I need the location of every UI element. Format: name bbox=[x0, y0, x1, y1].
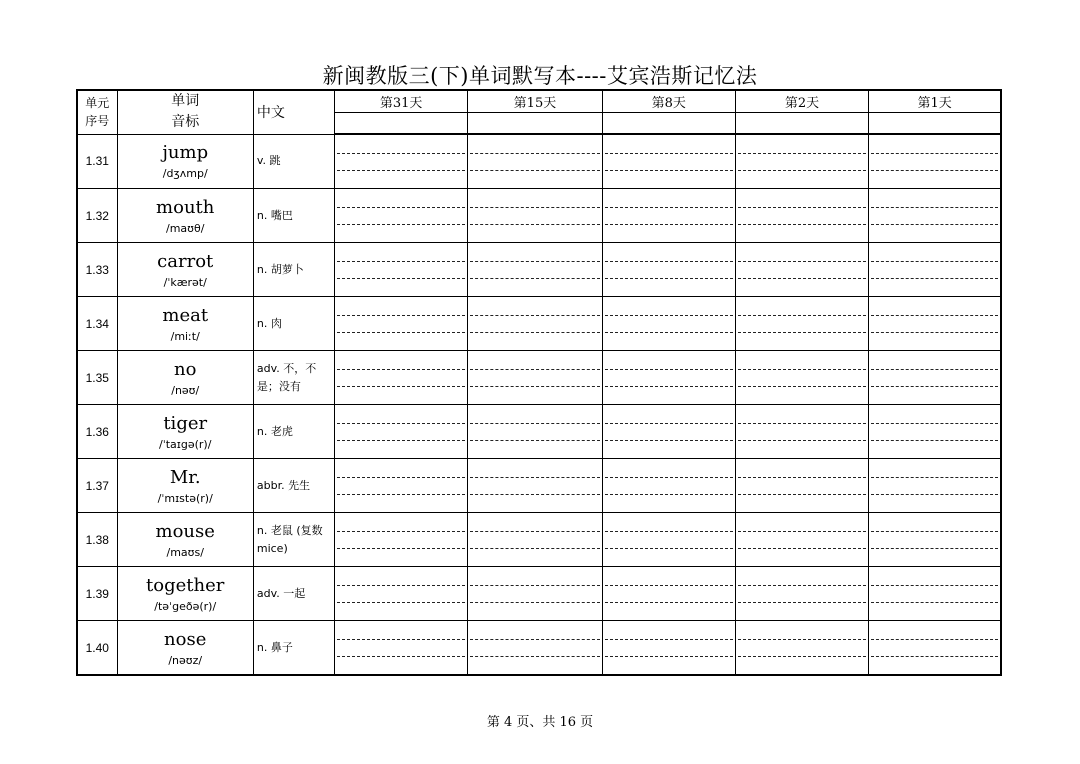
practice-cell[interactable] bbox=[602, 243, 735, 297]
unit-header-line-2: 序号 bbox=[85, 114, 110, 129]
writing-line bbox=[738, 332, 866, 333]
writing-line bbox=[871, 494, 998, 495]
practice-cell[interactable] bbox=[735, 621, 868, 676]
word-cell bbox=[117, 134, 253, 189]
writing-line bbox=[738, 153, 866, 154]
word-cell bbox=[117, 459, 253, 513]
day-header-1: 第1天 bbox=[869, 90, 1001, 113]
chinese-meaning: v. 跳 bbox=[253, 134, 334, 189]
day-subheader bbox=[869, 113, 1001, 135]
phonetic: /dʒʌmp/ bbox=[162, 167, 208, 181]
writing-line bbox=[337, 332, 465, 333]
writing-line bbox=[605, 548, 733, 549]
writing-line bbox=[871, 315, 998, 316]
phonetic: /ˈtaɪgə(r)/ bbox=[159, 437, 212, 451]
chinese-meaning: abbr. 先生 bbox=[253, 459, 334, 513]
writing-line bbox=[470, 207, 599, 208]
writing-line bbox=[871, 477, 998, 478]
unit-number: 1.37 bbox=[77, 459, 117, 513]
practice-cell[interactable] bbox=[468, 189, 602, 243]
writing-line bbox=[738, 639, 866, 640]
writing-line bbox=[337, 494, 465, 495]
english-word: meat bbox=[162, 304, 209, 326]
writing-line bbox=[605, 207, 733, 208]
practice-cell[interactable] bbox=[869, 513, 1001, 567]
table-row bbox=[77, 567, 1001, 621]
writing-line bbox=[738, 477, 866, 478]
chinese-meaning: n. 老虎 bbox=[253, 405, 334, 459]
writing-line bbox=[871, 386, 998, 387]
unit-number: 1.33 bbox=[77, 243, 117, 297]
writing-line bbox=[871, 332, 998, 333]
writing-line bbox=[337, 585, 465, 586]
practice-cell[interactable] bbox=[468, 567, 602, 621]
practice-cell[interactable] bbox=[735, 297, 868, 351]
english-word: mouth bbox=[156, 196, 215, 218]
writing-line bbox=[470, 261, 599, 262]
writing-line bbox=[337, 207, 465, 208]
practice-cell[interactable] bbox=[735, 243, 868, 297]
writing-line bbox=[337, 477, 465, 478]
writing-line bbox=[738, 386, 866, 387]
word-header-line-1: 单词 bbox=[171, 93, 200, 110]
practice-cell[interactable] bbox=[869, 243, 1001, 297]
practice-cell[interactable] bbox=[468, 405, 602, 459]
writing-line bbox=[470, 585, 599, 586]
writing-line bbox=[738, 224, 866, 225]
writing-line bbox=[337, 423, 465, 424]
practice-cell[interactable] bbox=[468, 297, 602, 351]
writing-line bbox=[605, 153, 733, 154]
unit-number: 1.40 bbox=[77, 621, 117, 676]
practice-cell[interactable] bbox=[468, 134, 602, 189]
practice-cell[interactable] bbox=[735, 134, 868, 189]
practice-cell[interactable] bbox=[869, 297, 1001, 351]
writing-line bbox=[738, 548, 866, 549]
table-row bbox=[77, 243, 1001, 297]
writing-line bbox=[337, 386, 465, 387]
word-cell bbox=[117, 297, 253, 351]
writing-line bbox=[337, 531, 465, 532]
word-cell bbox=[117, 351, 253, 405]
phonetic: /maʊs/ bbox=[166, 545, 204, 559]
practice-cell[interactable] bbox=[335, 567, 468, 621]
chinese-meaning: n. 嘴巴 bbox=[253, 189, 334, 243]
practice-cell[interactable] bbox=[602, 567, 735, 621]
writing-line bbox=[470, 531, 599, 532]
writing-line bbox=[871, 261, 998, 262]
writing-line bbox=[470, 224, 599, 225]
unit-number: 1.38 bbox=[77, 513, 117, 567]
practice-cell[interactable] bbox=[735, 189, 868, 243]
writing-line bbox=[605, 315, 733, 316]
word-cell bbox=[117, 243, 253, 297]
chinese-meaning: adv. 一起 bbox=[253, 567, 334, 621]
practice-cell[interactable] bbox=[602, 513, 735, 567]
writing-line bbox=[605, 602, 733, 603]
writing-line bbox=[605, 386, 733, 387]
word-cell bbox=[117, 567, 253, 621]
word-cell bbox=[117, 513, 253, 567]
practice-cell[interactable] bbox=[335, 297, 468, 351]
unit-number: 1.39 bbox=[77, 567, 117, 621]
practice-cell[interactable] bbox=[468, 351, 602, 405]
writing-line bbox=[470, 423, 599, 424]
practice-cell[interactable] bbox=[602, 405, 735, 459]
writing-line bbox=[738, 170, 866, 171]
writing-line bbox=[871, 207, 998, 208]
writing-line bbox=[605, 585, 733, 586]
writing-line bbox=[605, 639, 733, 640]
chinese-meaning: n. 胡萝卜 bbox=[253, 243, 334, 297]
writing-line bbox=[738, 531, 866, 532]
writing-line bbox=[605, 423, 733, 424]
chinese-meaning: adv. 不，不是；没有 bbox=[253, 351, 334, 405]
word-cell bbox=[117, 621, 253, 676]
day-header-8: 第8天 bbox=[602, 90, 735, 113]
practice-cell[interactable] bbox=[468, 513, 602, 567]
writing-line bbox=[605, 531, 733, 532]
writing-line bbox=[337, 639, 465, 640]
writing-line bbox=[738, 656, 866, 657]
practice-cell[interactable] bbox=[735, 351, 868, 405]
practice-cell[interactable] bbox=[335, 243, 468, 297]
practice-cell[interactable] bbox=[335, 513, 468, 567]
writing-line bbox=[337, 440, 465, 441]
phonetic: /miːt/ bbox=[170, 329, 200, 343]
chinese-meaning: n. 鼻子 bbox=[253, 621, 334, 676]
practice-cell[interactable] bbox=[735, 459, 868, 513]
writing-line bbox=[337, 656, 465, 657]
english-word: jump bbox=[162, 142, 209, 164]
writing-line bbox=[871, 170, 998, 171]
word-cell bbox=[117, 405, 253, 459]
practice-cell[interactable] bbox=[335, 459, 468, 513]
english-word: Mr. bbox=[169, 466, 201, 488]
writing-line bbox=[605, 224, 733, 225]
writing-line bbox=[738, 278, 866, 279]
chinese-meaning: n. 老鼠 (复数 mice) bbox=[253, 513, 334, 567]
phonetic: /ˈmɪstə(r)/ bbox=[157, 491, 213, 505]
chinese-header: 中文 bbox=[253, 90, 334, 134]
day-subheader bbox=[335, 113, 468, 135]
practice-cell[interactable] bbox=[468, 621, 602, 676]
writing-line bbox=[337, 602, 465, 603]
writing-line bbox=[470, 315, 599, 316]
writing-line bbox=[871, 369, 998, 370]
writing-line bbox=[738, 207, 866, 208]
writing-line bbox=[605, 332, 733, 333]
writing-line bbox=[605, 494, 733, 495]
practice-cell[interactable] bbox=[869, 189, 1001, 243]
vocabulary-table bbox=[76, 89, 1002, 676]
day-subheader bbox=[735, 113, 868, 135]
writing-line bbox=[871, 423, 998, 424]
english-word: together bbox=[146, 574, 225, 596]
writing-line bbox=[605, 440, 733, 441]
writing-line bbox=[871, 602, 998, 603]
table-row bbox=[77, 513, 1001, 567]
practice-cell[interactable] bbox=[869, 134, 1001, 189]
writing-line bbox=[738, 602, 866, 603]
writing-line bbox=[470, 494, 599, 495]
practice-cell[interactable] bbox=[735, 513, 868, 567]
writing-line bbox=[470, 278, 599, 279]
writing-line bbox=[605, 278, 733, 279]
unit-number: 1.35 bbox=[77, 351, 117, 405]
day-header-31: 第31天 bbox=[335, 90, 468, 113]
page-title: 新闽教版三(下)单词默写本----艾宾浩斯记忆法 bbox=[322, 64, 758, 88]
unit-header bbox=[77, 90, 117, 134]
practice-cell[interactable] bbox=[602, 621, 735, 676]
english-word: no bbox=[174, 358, 197, 380]
practice-cell[interactable] bbox=[602, 134, 735, 189]
writing-line bbox=[738, 440, 866, 441]
writing-line bbox=[470, 656, 599, 657]
writing-line bbox=[470, 170, 599, 171]
practice-cell[interactable] bbox=[468, 243, 602, 297]
header-row bbox=[77, 90, 1001, 113]
writing-line bbox=[605, 369, 733, 370]
table-body bbox=[77, 90, 1001, 675]
unit-number: 1.36 bbox=[77, 405, 117, 459]
phonetic: /təˈgeðə(r)/ bbox=[154, 599, 217, 613]
word-cell bbox=[117, 189, 253, 243]
writing-line bbox=[738, 423, 866, 424]
english-word: nose bbox=[164, 628, 207, 650]
english-word: tiger bbox=[163, 412, 208, 434]
writing-line bbox=[470, 639, 599, 640]
practice-cell[interactable] bbox=[602, 459, 735, 513]
table-row bbox=[77, 189, 1001, 243]
writing-line bbox=[605, 170, 733, 171]
unit-number: 1.34 bbox=[77, 297, 117, 351]
table-row bbox=[77, 351, 1001, 405]
writing-line bbox=[871, 656, 998, 657]
practice-cell[interactable] bbox=[869, 459, 1001, 513]
writing-line bbox=[337, 369, 465, 370]
unit-number: 1.31 bbox=[77, 134, 117, 189]
practice-cell[interactable] bbox=[869, 351, 1001, 405]
practice-cell[interactable] bbox=[602, 297, 735, 351]
day-subheader bbox=[602, 113, 735, 135]
writing-line bbox=[470, 332, 599, 333]
writing-line bbox=[337, 153, 465, 154]
writing-line bbox=[470, 369, 599, 370]
practice-cell[interactable] bbox=[335, 134, 468, 189]
writing-line bbox=[738, 494, 866, 495]
writing-line bbox=[337, 170, 465, 171]
phonetic: /nəʊ/ bbox=[171, 383, 200, 397]
day-subheader bbox=[468, 113, 602, 135]
table-row bbox=[77, 405, 1001, 459]
writing-line bbox=[871, 224, 998, 225]
practice-cell[interactable] bbox=[602, 189, 735, 243]
practice-cell[interactable] bbox=[735, 567, 868, 621]
writing-line bbox=[871, 531, 998, 532]
writing-line bbox=[738, 369, 866, 370]
table-row bbox=[77, 459, 1001, 513]
word-header-line-2: 音标 bbox=[171, 114, 200, 131]
writing-line bbox=[337, 224, 465, 225]
writing-line bbox=[871, 440, 998, 441]
day-header-15: 第15天 bbox=[468, 90, 602, 113]
unit-header-line-1: 单元 bbox=[85, 96, 110, 111]
page-footer: 第 4 页、共 16 页 bbox=[486, 715, 594, 730]
practice-cell[interactable] bbox=[869, 405, 1001, 459]
day-header-2: 第2天 bbox=[735, 90, 868, 113]
writing-line bbox=[605, 261, 733, 262]
writing-line bbox=[871, 278, 998, 279]
writing-line bbox=[605, 656, 733, 657]
table-row bbox=[77, 297, 1001, 351]
practice-cell[interactable] bbox=[335, 351, 468, 405]
writing-line bbox=[738, 585, 866, 586]
writing-line bbox=[871, 153, 998, 154]
writing-line bbox=[738, 315, 866, 316]
phonetic: /maʊθ/ bbox=[166, 221, 205, 235]
practice-cell[interactable] bbox=[335, 405, 468, 459]
writing-line bbox=[337, 315, 465, 316]
practice-cell[interactable] bbox=[335, 189, 468, 243]
practice-cell[interactable] bbox=[869, 621, 1001, 676]
practice-cell[interactable] bbox=[602, 351, 735, 405]
chinese-meaning: n. 肉 bbox=[253, 297, 334, 351]
table-row bbox=[77, 134, 1001, 189]
word-header bbox=[117, 90, 253, 134]
table-row bbox=[77, 621, 1001, 676]
practice-cell[interactable] bbox=[869, 567, 1001, 621]
writing-line bbox=[871, 548, 998, 549]
phonetic: /nəʊz/ bbox=[168, 653, 203, 667]
english-word: carrot bbox=[157, 250, 214, 272]
unit-number: 1.32 bbox=[77, 189, 117, 243]
writing-line bbox=[605, 477, 733, 478]
writing-line bbox=[337, 261, 465, 262]
practice-cell[interactable] bbox=[468, 459, 602, 513]
writing-line bbox=[738, 261, 866, 262]
writing-line bbox=[871, 639, 998, 640]
english-word: mouse bbox=[155, 520, 215, 542]
writing-line bbox=[337, 548, 465, 549]
writing-line bbox=[337, 278, 465, 279]
writing-line bbox=[470, 548, 599, 549]
practice-cell[interactable] bbox=[735, 405, 868, 459]
practice-cell[interactable] bbox=[335, 621, 468, 676]
writing-line bbox=[871, 585, 998, 586]
writing-line bbox=[470, 477, 599, 478]
writing-line bbox=[470, 602, 599, 603]
writing-line bbox=[470, 386, 599, 387]
phonetic: /ˈkærət/ bbox=[163, 275, 207, 289]
writing-line bbox=[470, 153, 599, 154]
writing-line bbox=[470, 440, 599, 441]
